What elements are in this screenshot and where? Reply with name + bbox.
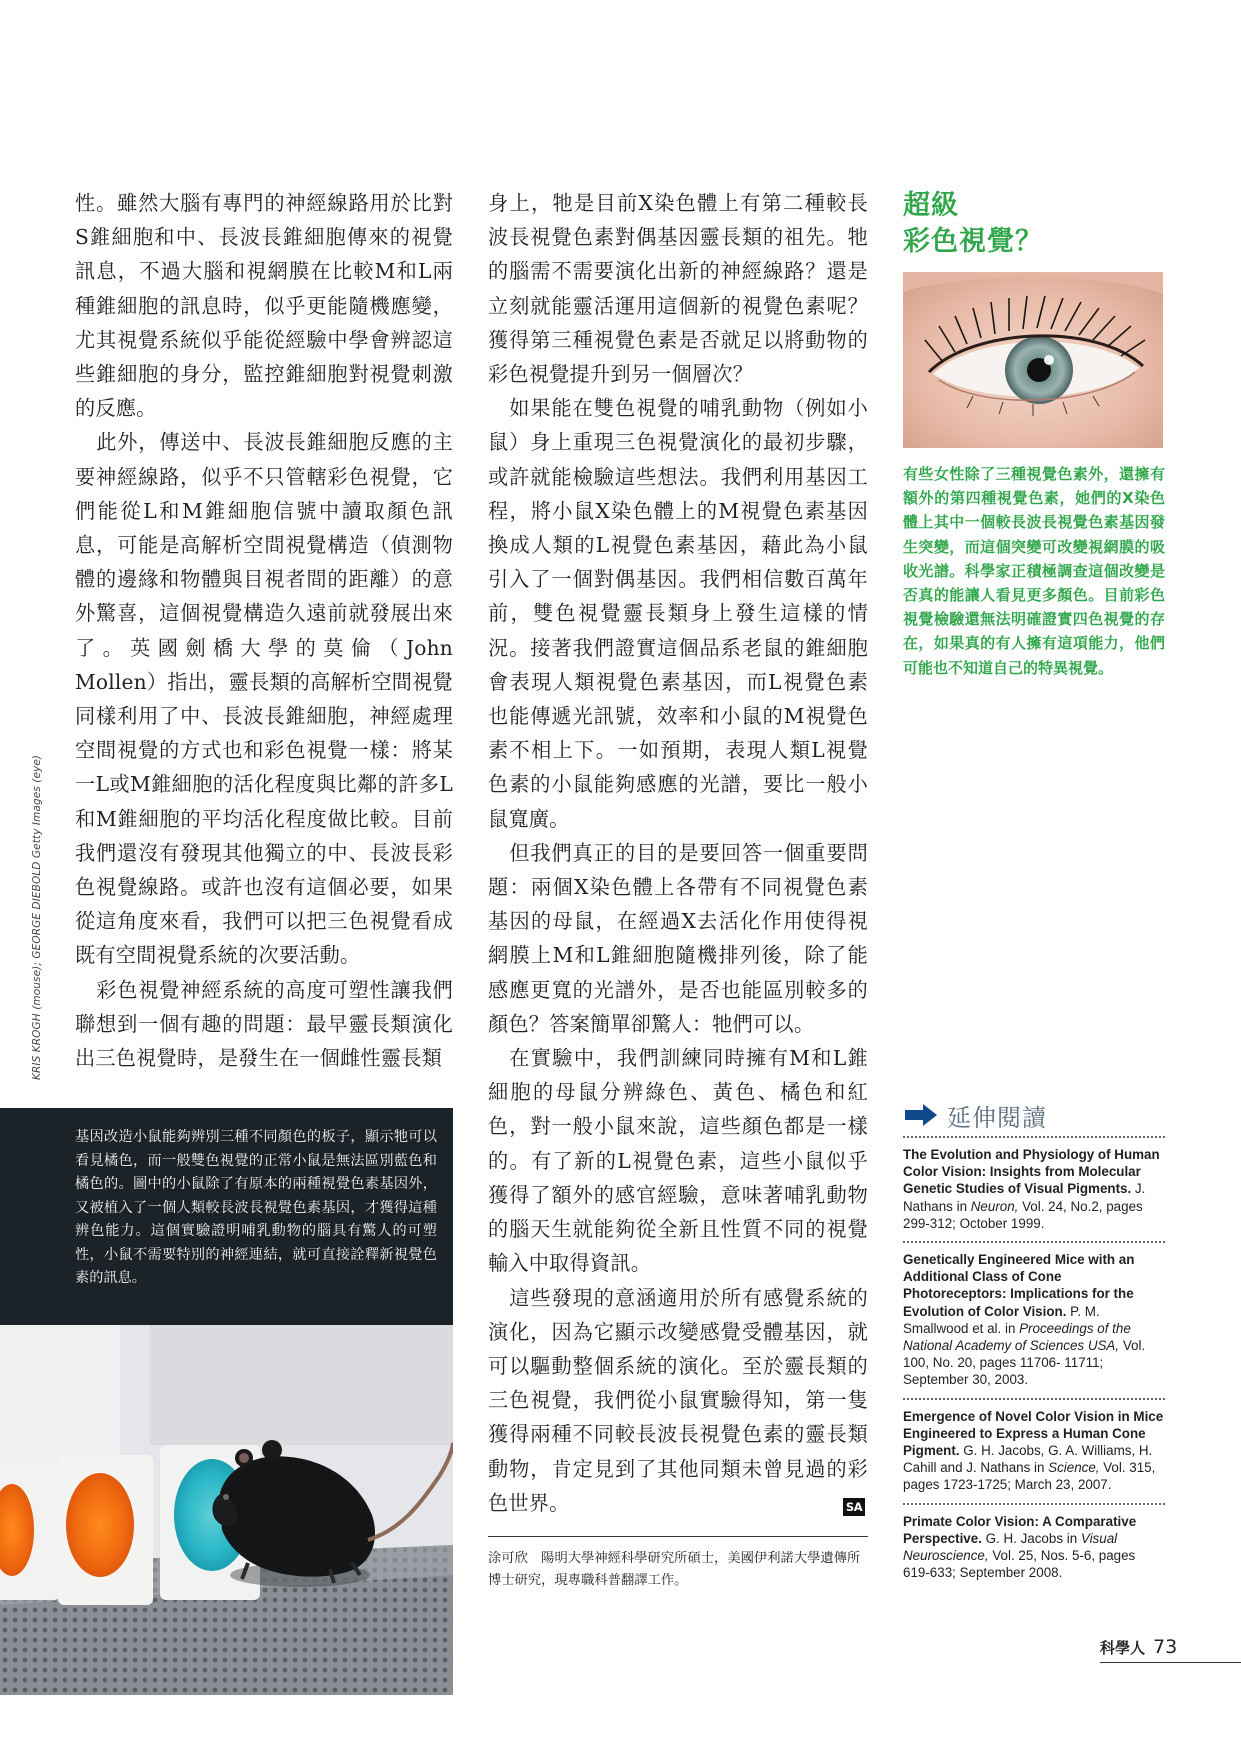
divider [488, 1536, 868, 1537]
page-folio [1100, 1636, 1177, 1658]
reference-list [903, 1138, 1165, 1590]
body-column-right [488, 186, 868, 1520]
mouse-photo-illustration [0, 1325, 453, 1695]
body-column-left [75, 186, 453, 1075]
sidebar-title-line2: 彩色視覺？ [903, 226, 1043, 257]
further-reading-title: 延伸閱讀 [947, 1103, 1047, 1132]
sidebar-caption: 有些女性除了三種視覺色素外，還擁有額外的第四種視覺色素，她們的X染色體上其中一個較長波長視覺色素基因發生突變，而這個突變可改變視網膜的吸收光譜。科學家正積極調查這個改變是否真的能讓人看見更多顏色。目前彩色視覺檢驗還無法明確證實四色視覺的存在，如果真的有人擁有這項能力，他們可能也不知道自己的特異視覺。 [903, 465, 1165, 677]
paragraph: 這些發現的意涵適用於所有感覺系統的演化，因為它顯示改變感覺受體基因，就可以驅動整個系統的演化。至於靈長類的三色視覺，我們從小鼠實驗得知，第一隻獲得兩種不同較長波長視覺色素的靈長類動物，肯定見到了其他同類未曾見過的彩色世界。 [488, 1285, 868, 1515]
paragraph: 但我們真正的目的是要回答一個重要問題：兩個X染色體上各帶有不同視覺色素基因的母鼠，在經過X去活化作用使得視網膜上M和L錐細胞隨機排列後，除了能感應更寬的光譜外，是否也能區別較多的顏色？答案簡單卻驚人：牠們可以。 [488, 840, 868, 1036]
page-number: 73 [1153, 1636, 1178, 1658]
eye-photo [903, 272, 1163, 448]
folio-rule [1100, 1662, 1241, 1663]
further-reading [903, 1098, 1165, 1590]
reference-item: Genetically Engineered Mice with an Additional Class of Cone Photoreceptors: Implications for the Evolution of Color Vision. P. M. Smallwood et al. in Proceedings of the National Academy of Sciences USA, Vol. 100, No. 20, pages 11706- 11711; September 30, 2003. [903, 1243, 1165, 1400]
photo-credit: KRIS KROGH (mouse); GEORGE DIEBOLD Getty Images (eye) [31, 754, 43, 1080]
paragraph: 身上，牠是目前X染色體上有第二種較長波長視覺色素對偶基因靈長類的祖先。牠的腦需不需要演化出新的神經線路？還是立刻就能靈活運用這個新的視覺色素呢？獲得第三種視覺色素是否就足以將動物的彩色視覺提升到另一個層次？ [488, 191, 868, 387]
paragraph: 在實驗中，我們訓練同時擁有M和L錐細胞的母鼠分辨綠色、黃色、橘色和紅色，對一般小鼠來說，這些顏色都是一樣的。有了新的L視覺色素，這些小鼠似乎獲得了額外的感官經驗，意味著哺乳動物的腦天生就能夠從全新且性質不同的視覺輸入中取得資訊。 [488, 1046, 868, 1276]
paragraph: 彩色視覺神經系統的高度可塑性讓我們聯想到一個有趣的問題：最早靈長類演化出三色視覺時，是發生在一個雌性靈長類 [75, 977, 453, 1071]
mouse-caption: 基因改造小鼠能夠辨別三種不同顏色的板子，顯示牠可以看見橘色，而一般雙色視覺的正常小鼠是無法區別藍色和橘色的。圖中的小鼠除了有原本的兩種視覺色素基因外，又被植入了一個人類較長波長視覺色素基因，才獲得這種辨色能力。這個實驗證明哺乳動物的腦具有驚人的可塑性，小鼠不需要特別的神經連結，就可直接詮釋新視覺色素的訊息。 [75, 1129, 437, 1286]
paragraph: 如果能在雙色視覺的哺乳動物（例如小鼠）身上重現三色視覺演化的最初步驟，或許就能檢驗這些想法。我們利用基因工程，將小鼠X染色體上的M視覺色素基因換成人類的L視覺色素基因，藉此為小鼠引入了一個對偶基因。我們相信數百萬年前，雙色視覺靈長類身上發生這樣的情況。接著我們證實這個品系老鼠的錐細胞會表現人類視覺色素基因，而L視覺色素也能傳遞光訊號，效率和小鼠的M視覺色素不相上下。一如預期，表現人類L視覺色素的小鼠能夠感應的光譜，要比一般小鼠寬廣。 [488, 396, 868, 831]
paragraph: 性。雖然大腦有專門的神經線路用於比對S錐細胞和中、長波長錐細胞傳來的視覺訊息，不過大腦和視網膜在比較M和L兩種錐細胞的訊息時，似乎更能隨機應變，尤其視覺系統似乎能從經驗中學會辨認這些錐細胞的身分，監控錐細胞對視覺刺激的反應。 [75, 191, 453, 421]
paragraph: 此外，傳送中、長波長錐細胞反應的主要神經線路，似乎不只管轄彩色視覺，它們能從L和M錐細胞信號中讀取顏色訊息，可能是高解析空間視覺構造（偵測物體的邊緣和物體與目視者間的距離）的意外驚喜，這個視覺構造久遠前就發展出來了。英國劍橋大學的莫倫（John Mollen）指出，靈長類的高解析空間視覺同樣利用了中、長波長錐細胞，神經處理空間視覺的方式也和彩色視覺一樣：將某一L或M錐細胞的活化程度與比鄰的許多L和M錐細胞的平均活化程度做比較。目前我們還沒有發現其他獨立的中、長波長彩色視覺線路。或許也沒有這個必要，如果從這角度來看，我們可以把三色視覺看成既有空間視覺系統的次要活動。 [75, 430, 453, 968]
arrow-right-icon [903, 1102, 939, 1128]
reference-item: The Evolution and Physiology of Human Color Vision: Insights from Molecular Genetic Studies of Visual Pigments. J. Nathans in Neuron, Vol. 24, No.2, pages 299-312; October 1999. [903, 1138, 1165, 1243]
reference-item: Emergence of Novel Color Vision in Mice Engineered to Express a Human Cone Pigment. G. H. Jacobs, G. A. Williams, H. Cahill and J. Nathans in Science, Vol. 315, pages 1723-1725; March 23, 2007. [903, 1400, 1165, 1505]
translator-bio: 涂可欣 陽明大學神經科學研究所碩士，美國伊利諾大學遺傳所博士研究，現專職科普翻譯工作。 [488, 1551, 861, 1588]
further-reading-header [903, 1098, 1165, 1132]
sa-logo: SA [843, 1498, 865, 1516]
sidebar-title-line1: 超級 [903, 190, 959, 221]
mouse-photo [0, 1325, 453, 1695]
mouse-caption-box [0, 1108, 453, 1325]
eye-illustration [903, 272, 1163, 448]
sidebar-title [903, 188, 1043, 260]
magazine-name: 科學人 [1100, 1639, 1146, 1657]
reference-item: Primate Color Vision: A Comparative Perspective. G. H. Jacobs in Visual Neuroscience, Vol. 25, Nos. 5-6, pages 619-633; September 2008. [903, 1513, 1137, 1581]
